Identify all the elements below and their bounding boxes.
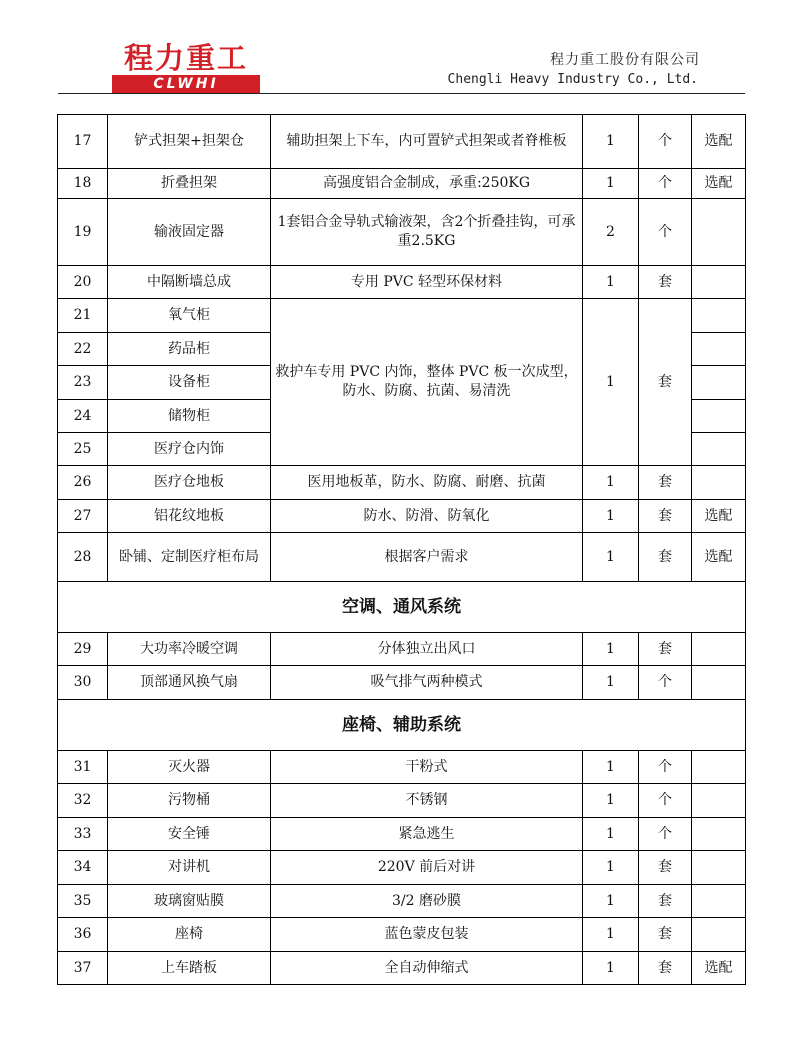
row-number: 21: [58, 299, 108, 333]
item-quantity: 2: [583, 199, 639, 266]
item-note: [692, 199, 746, 266]
item-name: 医疗仓内饰: [108, 433, 271, 466]
row-number: 18: [58, 169, 108, 199]
item-name: 氧气柜: [108, 299, 271, 333]
item-quantity: 1: [583, 666, 639, 700]
item-description: 吸气排气两种模式: [271, 666, 583, 700]
item-unit: 套: [639, 533, 692, 582]
row-number: 35: [58, 885, 108, 918]
item-description: 1套铝合金导轨式输液架，含2个折叠挂钩，可承重2.5KG: [271, 199, 583, 266]
item-name: 卧铺、定制医疗柜布局: [108, 533, 271, 582]
row-number: 20: [58, 266, 108, 299]
item-unit: 套: [639, 918, 692, 952]
header-divider: [58, 93, 745, 94]
item-name: 座椅: [108, 918, 271, 952]
item-description: 高强度铝合金制成，承重:250KG: [271, 169, 583, 199]
item-note: 选配: [692, 115, 746, 169]
item-name: 中隔断墙总成: [108, 266, 271, 299]
item-name: 顶部通风换气扇: [108, 666, 271, 700]
row-number: 22: [58, 333, 108, 366]
item-description: 根据客户需求: [271, 533, 583, 582]
item-unit: 个: [639, 666, 692, 700]
item-name: 安全锤: [108, 818, 271, 851]
row-number: 36: [58, 918, 108, 952]
row-number: 26: [58, 466, 108, 500]
item-note: [692, 466, 746, 500]
item-note: [692, 366, 746, 400]
row-number: 27: [58, 500, 108, 533]
item-name: 灭火器: [108, 751, 271, 784]
table-row: [58, 633, 746, 666]
company-name-en: Chengli Heavy Industry Co., Ltd.: [447, 72, 698, 87]
item-note: [692, 918, 746, 952]
item-quantity: 1: [583, 266, 639, 299]
table-row: [58, 818, 746, 851]
item-unit: 个: [639, 199, 692, 266]
item-quantity: 1: [583, 885, 639, 918]
item-quantity: 1: [583, 851, 639, 885]
item-note: 选配: [692, 169, 746, 199]
item-unit: 套: [639, 266, 692, 299]
table-row: [58, 500, 746, 533]
row-number: 23: [58, 366, 108, 400]
row-number: 19: [58, 199, 108, 266]
item-note: 选配: [692, 533, 746, 582]
item-note: [692, 266, 746, 299]
item-note: [692, 633, 746, 666]
item-description: 全自动伸缩式: [271, 952, 583, 985]
item-quantity: 1: [583, 751, 639, 784]
item-quantity: 1: [583, 115, 639, 169]
row-number: 30: [58, 666, 108, 700]
item-description: 专用 PVC 轻型环保材料: [271, 266, 583, 299]
item-unit: 个: [639, 784, 692, 818]
table-row: [58, 751, 746, 784]
item-name: 大功率冷暖空调: [108, 633, 271, 666]
item-name: 玻璃窗贴膜: [108, 885, 271, 918]
table-row: [58, 666, 746, 700]
group-quantity: 1: [583, 299, 639, 466]
row-number: 17: [58, 115, 108, 169]
item-quantity: 1: [583, 633, 639, 666]
item-note: [692, 751, 746, 784]
company-name-cn: 程力重工股份有限公司: [550, 52, 700, 68]
section-header-row: [58, 700, 746, 751]
item-description: 分体独立出风口: [271, 633, 583, 666]
item-unit: 个: [639, 818, 692, 851]
item-unit: 个: [639, 115, 692, 169]
company-logo: [106, 42, 266, 94]
item-quantity: 1: [583, 784, 639, 818]
item-name: 储物柜: [108, 400, 271, 433]
table-row: [58, 851, 746, 885]
item-unit: 套: [639, 500, 692, 533]
item-name: 设备柜: [108, 366, 271, 400]
item-note: [692, 400, 746, 433]
item-quantity: 1: [583, 500, 639, 533]
item-note: [692, 818, 746, 851]
table-row: [58, 266, 746, 299]
item-name: 对讲机: [108, 851, 271, 885]
item-unit: 套: [639, 633, 692, 666]
row-number: 29: [58, 633, 108, 666]
section-header-row: [58, 582, 746, 633]
row-number: 34: [58, 851, 108, 885]
item-unit: 套: [639, 952, 692, 985]
row-number: 37: [58, 952, 108, 985]
table-row: [58, 466, 746, 500]
item-description: 不锈钢: [271, 784, 583, 818]
table-row: [58, 918, 746, 952]
item-description: 蓝色蒙皮包装: [271, 918, 583, 952]
item-quantity: 1: [583, 952, 639, 985]
section-title-seats: 座椅、辅助系统: [58, 700, 746, 751]
item-name: 医疗仓地板: [108, 466, 271, 500]
group-unit: 套: [639, 299, 692, 466]
item-name: 折叠担架: [108, 169, 271, 199]
section-title-hvac: 空调、通风系统: [58, 582, 746, 633]
row-number: 25: [58, 433, 108, 466]
table-row: [58, 784, 746, 818]
table-row: [58, 952, 746, 985]
spec-table: [57, 114, 746, 985]
table-row: [58, 199, 746, 266]
table-row: [58, 885, 746, 918]
item-quantity: 1: [583, 169, 639, 199]
table-row: [58, 115, 746, 169]
item-name: 铲式担架+担架仓: [108, 115, 271, 169]
item-note: [692, 666, 746, 700]
item-description: 紧急逃生: [271, 818, 583, 851]
item-quantity: 1: [583, 466, 639, 500]
item-quantity: 1: [583, 818, 639, 851]
item-note: [692, 885, 746, 918]
table-row: [58, 299, 746, 333]
table-row: [58, 533, 746, 582]
item-note: [692, 299, 746, 333]
item-description: 220V 前后对讲: [271, 851, 583, 885]
item-unit: 套: [639, 851, 692, 885]
item-name: 药品柜: [108, 333, 271, 366]
item-quantity: 1: [583, 918, 639, 952]
item-unit: 套: [639, 466, 692, 500]
logo-english-text: CLWHI: [112, 75, 260, 93]
item-description: 干粉式: [271, 751, 583, 784]
item-unit: 个: [639, 169, 692, 199]
item-name: 污物桶: [108, 784, 271, 818]
logo-chinese-text: 程力重工: [123, 41, 248, 75]
item-note: 选配: [692, 500, 746, 533]
item-name: 上车踏板: [108, 952, 271, 985]
item-unit: 套: [639, 885, 692, 918]
item-name: 输液固定器: [108, 199, 271, 266]
item-note: [692, 851, 746, 885]
item-description: 医用地板革，防水、防腐、耐磨、抗菌: [271, 466, 583, 500]
item-note: [692, 333, 746, 366]
item-note: 选配: [692, 952, 746, 985]
item-unit: 个: [639, 751, 692, 784]
group-description: 救护车专用 PVC 内饰，整体 PVC 板一次成型，防水、防腐、抗菌、易清洗: [271, 299, 583, 466]
item-note: [692, 433, 746, 466]
row-number: 28: [58, 533, 108, 582]
item-quantity: 1: [583, 533, 639, 582]
item-note: [692, 784, 746, 818]
row-number: 33: [58, 818, 108, 851]
table-row: [58, 169, 746, 199]
row-number: 32: [58, 784, 108, 818]
item-description: 3/2 磨砂膜: [271, 885, 583, 918]
item-description: 辅助担架上下车，内可置铲式担架或者脊椎板: [271, 115, 583, 169]
row-number: 24: [58, 400, 108, 433]
item-name: 铝花纹地板: [108, 500, 271, 533]
item-description: 防水、防滑、防氧化: [271, 500, 583, 533]
row-number: 31: [58, 751, 108, 784]
